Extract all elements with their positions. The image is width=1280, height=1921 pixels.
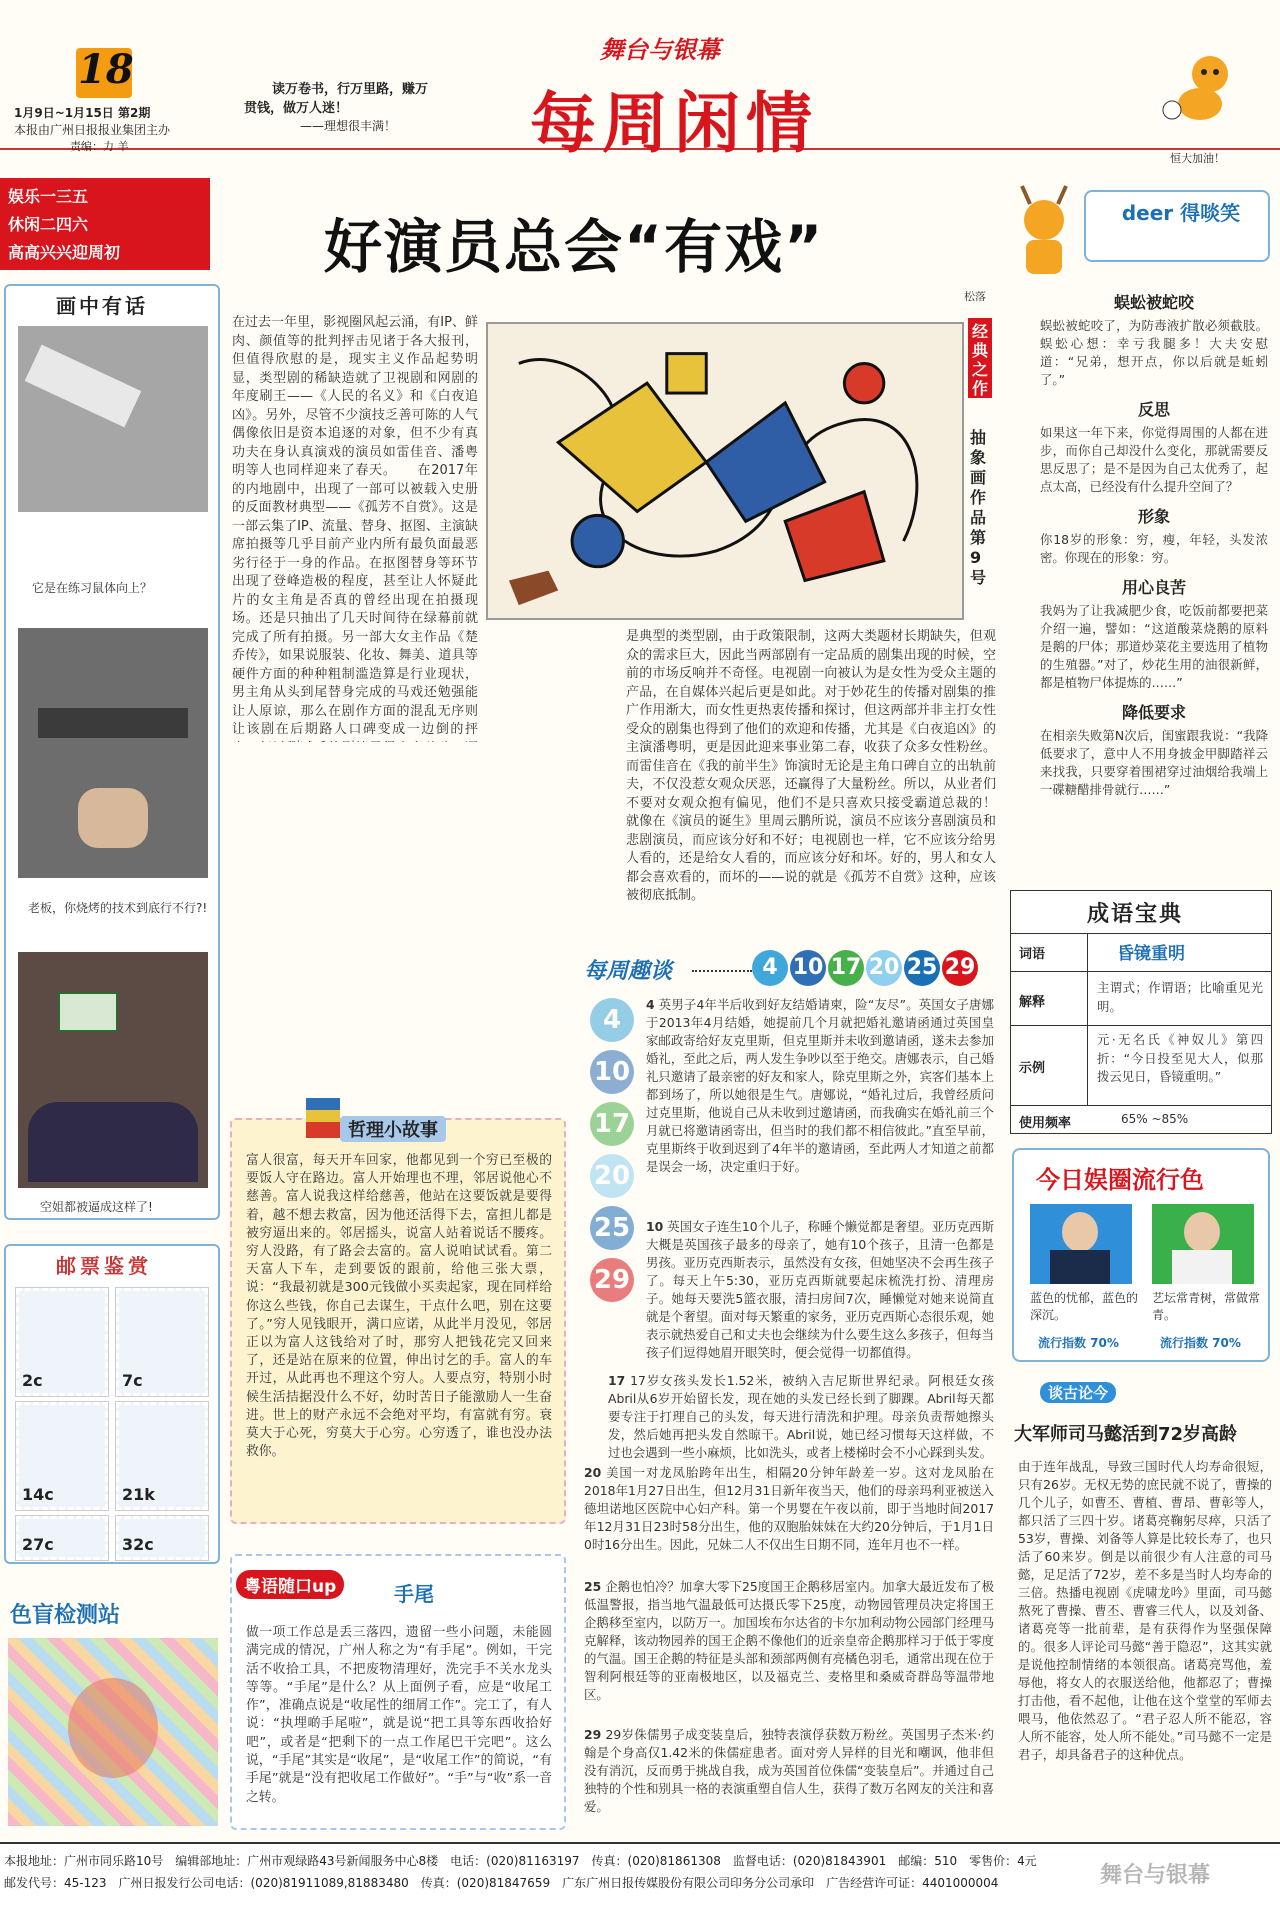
joke-logo: deer 得啖笑	[1121, 201, 1241, 225]
weekly-item-text: 29岁侏儒男子成变装皇后，独特表演俘获数万粉丝。英国男子杰米·约翰是个身高仅1.42米的侏儒症患者。面对旁人异样的目光和嘲讽，他非但没有消沉，反而勇于挑战自我，成为英国首位侏儒“变装皇后”。并通过自己独特的个性和别具一格的表演重塑自信人生，获得了数万名网友的关注和喜爱。	[584, 1727, 994, 1814]
painting-tag-text: 经典之作	[971, 322, 988, 398]
joke-text: 我妈为了让我减肥少食，吃饭前都要把菜介绍一遍，譬如：“这道酸菜烧鹅的原料是鹅的尸体；那道炒菜花主要选用了植物的生殖器。”对了，炒花生用的油很新鲜，都是植物尸体提炼的……”	[1040, 603, 1268, 690]
page-title: 每周闲情	[530, 85, 818, 162]
weekly-item-no: 10	[646, 1219, 664, 1234]
stamp-4	[116, 1402, 208, 1510]
weekly-badge-25: 25	[904, 950, 940, 986]
side-banner-line-2: 休闲二四六	[8, 215, 89, 234]
stamp-value-2: 7c	[122, 1371, 143, 1390]
side-banner	[0, 178, 210, 270]
joke-item	[1040, 700, 1268, 799]
footer-line-2: 邮发代号：45-123 广州日报发行公司电话：(020)81911089,81883480 传真：(020)81847659 广东广州日报传媒股份有限公司印务分公司承印 广告经营许可证：4401000004	[4, 1876, 999, 1890]
weekly-item-text: 企鹅也怕冷？加拿大零下25度国王企鹅移居室内。加拿大最近发布了极低温警报，指当地气温最低可达摄氏零下25度，动物园管理员决定将国王企鹅移至室内，以防万一。加国埃布尔达省的卡尔加利动物公园部门经理马克解释，该动物园养的国王企鹅不像他们的近亲皇帝企鹅那样习于低于零度的气温。国王企鹅的特征是头部和颈部两侧有亮橘色羽毛，通常出现在位于智利阿根廷等的亚南极地区，以及福克兰、麦格里和桑威奇群岛等温带地区。	[584, 1579, 994, 1702]
idiom-box	[1010, 890, 1272, 1134]
main-article-col1-lower	[232, 742, 620, 1086]
weekly-item-no: 25	[584, 1579, 602, 1594]
weekly-item-4	[646, 996, 994, 1216]
cartoon-photo-flight	[18, 952, 208, 1188]
stamp-1	[16, 1288, 108, 1396]
joke-item	[1040, 504, 1268, 567]
weekly-item-text: 英男子4年半后收到好友结婚请柬，险“友尽”。英国女子唐娜于2013年4月结婚，她提前几个月就把婚礼邀请函通过英国皇家邮政寄给好友克里斯，但克里斯并未收到邀请函，遂未去参加婚礼，至此之后，两人发生争吵以至于绝交。唐娜表示，自己婚礼只邀请了最亲密的好友和家人，除克里斯之外，宾客们基本上都到场了，所以她很是生气。唐娜说，“婚礼过后，我曾经质问过克里斯，他说自己从未收到过邀请函，而我确实在婚礼前三个月就已将邀请函寄出，但当时的我们都不相信彼此。”直至早前，克里斯终于收到迟到了4年半的邀请函，至此两人才知道之前都是误会一场，决定重归于好。	[646, 997, 994, 1174]
weekly-badge-29: 29	[942, 950, 978, 986]
trending-left-caption: 蓝色的忧郁，蓝色的深沉。	[1030, 1291, 1139, 1322]
yuyu-word: 手尾	[394, 1582, 434, 1606]
weekly-badge-10: 10	[790, 950, 826, 986]
cartoon-caption-2: 老板，你烧烤的技术到底行不行?!	[28, 901, 208, 915]
weekly-side-badges	[590, 998, 638, 1310]
tiger-mascot-icon	[1150, 44, 1250, 144]
weekly-item-10	[646, 1218, 994, 1372]
stamp-value-3: 14c	[22, 1485, 54, 1504]
trending-photo-green	[1152, 1204, 1254, 1284]
weekly-rule	[692, 970, 752, 972]
joke-text: 你18岁的形象：穷，瘦，年轻，头发浓密。你现在的形象：穷。	[1040, 532, 1268, 565]
slogan-line-1: 读万卷书，行万里路，赚万	[272, 82, 429, 97]
weekly-item-29	[584, 1726, 994, 1830]
weekly-title: 每周趣谈	[584, 958, 673, 984]
weekly-side-20: 20	[590, 1154, 634, 1198]
idiom-example: 元·无名氏《神奴儿》第四折：“今日投至见大人，似那拨云见日，昏镜重明。”	[1097, 1032, 1263, 1084]
trending-box	[1012, 1148, 1270, 1362]
weekly-side-25: 25	[590, 1206, 634, 1250]
stamp-3	[16, 1402, 108, 1510]
stamps-section	[4, 1244, 220, 1564]
stamp-5	[16, 1516, 108, 1560]
stamp-2	[116, 1288, 208, 1396]
history-text: 由于连年战乱，导致三国时代人均寿命很短，只有26岁。无权无势的庶民就不说了，曹操的几个儿子，如曹丕、曹植、曹昂、曹彰等人，都只活了三四十岁。诸葛亮鞠躬尽瘁，只活了53岁，曹操、刘备等人算是比较长寿了，也只活了60来岁。倒是以前很少有人注意的司马懿，足足活了72岁，差不多是当时人均寿命的三倍。热播电视剧《虎啸龙吟》里面，司马懿熬死了曹操、曹丕、曹睿三代人，以及刘备、诸葛亮等一批前辈，是有获得作为坚强保障的。很多人评论司马懿“善于隐忍”，这其实就是说他控制情绪的本领很高。诸葛亮骂他，羞辱他，将女人的衣服送给他，他都忍了；曹操打击他，看不起他，让他在这个堂堂的军师去喂马，他依然忍了。“君子忍人所不能忍，容人所不能容，处人所不能处。”司马懿不一定是君子，却具备君子的这种优点。	[1018, 1459, 1272, 1762]
slogan-line-2: 贯钱，做万人迷！	[244, 101, 349, 116]
editor-line: 责编：力 羊	[70, 140, 129, 153]
main-article-col2: 是典型的类型剧，由于政策限制，这两大类题材长期缺失，但观众的需求巨大，因此当两部剧有一定品质的剧集出现的时候，空前的市场反响并不奇怪。电视剧一向被认为是女性为受众主题的产品，在自媒体兴起后更是如此。对于妙花生的传播对剧集的推广作用渐大，而女性更热衷传播和探讨，但这两部并非主打女性受众的剧集也得到了他们的欢迎和传播，尤其是《白夜追凶》的主演潘粤明，更是因此迎来事业第二春，收获了众多女性粉丝。而雷佳音在《我的前半生》饰演时无论是主角口碑自立的出轨前夫，不仅没惹女观众厌恶，还赢得了大量粉丝。所以，从业者们不要对女观众抱有偏见，他们不是只喜欢只接受霸道总裁的！ 就像在《演员的诞生》里周云鹏所说，演员不应该分喜剧演员和悲剧演员，而应该分好和不好；电视剧也一样，它不应该分给男人看的，还是给女人看的，而应该分好和坏。好的，男人和女人都会喜欢看的，而坏的——说的就是《孤芳不自赏》这种，应该被彻底抵制。	[626, 629, 996, 903]
joke-title: 降低要求	[1121, 703, 1186, 722]
weekly-badge-4: 4	[752, 950, 788, 986]
painting-caption: 抽象画 作品第9号	[970, 428, 987, 587]
joke-item	[1040, 290, 1268, 389]
side-banner-line-1: 娱乐一三五	[8, 187, 89, 206]
trending-right-caption: 艺坛常青树，常做常青。	[1152, 1291, 1261, 1322]
weekly-side-29: 29	[590, 1258, 634, 1302]
weekly-side-4: 4	[590, 998, 634, 1042]
stamp-value-1: 2c	[22, 1371, 43, 1390]
footer	[0, 1842, 1280, 1921]
weekly-item-25	[584, 1578, 994, 1722]
trending-title: 今日娱圈流行色	[1036, 1166, 1204, 1194]
joke-text: 如果这一年下来，你觉得周围的人都在进步，而你自己却没什么变化，那就需要反思反思了；是不是因为自己太优秀了，起点太高，已经没有什么提升空间了？	[1040, 425, 1268, 494]
cartoon-photo-ceiling	[18, 326, 208, 512]
weekly-side-10: 10	[590, 1050, 634, 1094]
cartoon-section	[4, 284, 220, 1220]
deer-mascot-icon	[1004, 180, 1084, 280]
philosophy-text: 富人很富，每天开车回家，他都见到一个穷已至极的要饭人守在路边。富人开始理也不理，邻居说他心不慈善。富人说我这样给慈善，他站在这要饭就是要得着，越不想去救富，因为他还活得下去，富担儿都是被穷逼出来的。邻居摇头，说富人站着说话不腰疼。穷人没路，有了路会去富的。富人说咱试试看。第二天富人下车，走到要饭的跟前，给他三张大票，说：“我最初就是300元钱做小买卖起家，现在同样给你这么些钱，你自己去谋生，干点什么吧，别在这要了。”穷人见钱眼开，满口应诺，从此半月没见，邻居正以为富人这钱给对了时，那穷人把钱花完又回来了，还是站在原来的位置，伸出讨乞的手。富人的车开过，从此再也不理这个穷人。人要点穷，特别小时候生活拮据没什么不好，幼时苦日子能激励人一生奋进。世上的财产永远不会绝对平均，有富就有穷。衰莫大于心死，穷莫大于心穷。心穷透了，谁也没办法救你。	[246, 1153, 552, 1460]
idiom-rule	[1011, 1105, 1271, 1106]
joke-title: 反思	[1137, 400, 1170, 419]
cartoon-photo-bbq	[18, 628, 208, 878]
weekly-item-17	[608, 1372, 994, 1464]
history-title: 大军师司马懿活到72岁高龄	[1014, 1424, 1238, 1445]
idiom-rule	[1011, 971, 1271, 972]
newspaper-logo: 舞台与银幕	[600, 35, 720, 64]
joke-text: 在相亲失败第N次后，闺蜜跟我说：“我降低要求了，意中人不用身披金甲脚踏祥云来找我，只要穿着围裙穿过油烟给我端上一碟糖醋排骨就行……”	[1040, 728, 1268, 797]
masthead	[0, 0, 1280, 165]
joke-title: 用心良苦	[1121, 578, 1186, 597]
stamp-6	[116, 1516, 208, 1560]
page-number: 18	[78, 46, 134, 93]
idiom-rule	[1011, 933, 1271, 934]
joke-item	[1040, 575, 1268, 692]
byline: 松落	[964, 290, 986, 303]
joke-title: 蜈蚣被蛇咬	[1113, 293, 1194, 312]
weekly-badge-17: 17	[828, 950, 864, 986]
idiom-label: 解释	[1019, 995, 1046, 1010]
idiom-col-rule	[1087, 933, 1088, 1105]
color-test-mosaic	[8, 1638, 218, 1826]
philosophy-title: 哲理小故事	[340, 1116, 446, 1142]
book-icon	[306, 1098, 340, 1138]
headline: 好演员总会“有戏”	[324, 213, 825, 281]
idiom-explain: 主谓式；作谓语；比喻重见光明。	[1097, 980, 1263, 1014]
abstract-painting	[486, 322, 964, 620]
publisher-line: 本报由广州日报报业集团主办	[14, 123, 171, 137]
idiom-label: 词语	[1019, 947, 1046, 962]
stamps-section-title: 邮票鉴赏	[56, 1254, 152, 1278]
weekly-date-badges	[752, 950, 980, 986]
joke-title: 形象	[1137, 507, 1170, 526]
weekly-item-20	[584, 1464, 994, 1574]
weekly-side-17: 17	[590, 1102, 634, 1146]
weekly-item-text: 美国一对龙凤胎跨年出生，相隔20分钟年龄差一岁。这对龙凤胎在2018年1月27日出生，但12月31日新年夜当天，他们的母亲玛利亚被送入德坦诺地区医院中心妇产科。第一个男婴在午夜以前，即于当地时间2017年12月31日23时58分出生，他的双胞胎妹妹在大约20分钟后，于1月1日0时16分出生。因此，兄妹二人不仅出生日期不同，连年月也不一样。	[584, 1465, 994, 1552]
stamp-value-6: 32c	[122, 1535, 154, 1554]
idiom-label: 使用频率	[1019, 1116, 1072, 1131]
idiom-frequency: 65% ~85%	[1121, 1112, 1189, 1126]
weekly-item-no: 17	[608, 1373, 626, 1388]
trending-right-index: 流行指数 70%	[1160, 1336, 1241, 1350]
joke-list	[1040, 290, 1268, 799]
stamp-value-5: 27c	[22, 1535, 54, 1554]
weekly-item-text: 17岁女孩头发长1.52米，被纳入吉尼斯世界纪录。阿根廷女孩Abril从6岁开始留长发，现在她的头发已经长到了脚踝。Abril每天都要专注于打理自己的头发，每天进行清洗和护理。母亲负责帮她擦头发，然后她再把头发自然晾干。Abril说，她已经习惯每天这样做，不过也会遇到一些小麻烦，比如洗头，或者上楼梯时会不小心踩到头发。	[608, 1373, 994, 1460]
weekly-badge-20: 20	[866, 950, 902, 986]
color-test-title: 色盲检测站	[10, 1603, 121, 1628]
weekly-item-no: 20	[584, 1465, 602, 1480]
watermark: 舞台与银幕	[1100, 1863, 1211, 1888]
cartoon-caption-1: 它是在练习鼠体向上？	[32, 581, 153, 595]
yuyu-text: 做一项工作总是丢三落四，遗留一些小问题，未能圆满完成的情况，广州人称之为“有手尾”。例如，干完活不收拾工具，不把废物清理好，洗完手不关水龙头等等。“手尾”是什么？从上面例子看，应是“收尾工作”，准确点说是“收尾性的细屑工作”。完工了，有人说：“执埋啲手尾啦”，就是说“把工具等东西收拾好吧”，或者是“把剩下的一点工作尾巴干完吧”。这么说，“手尾”其实是“收尾”，是“收尾工作”的简说，“有手尾”就是“没有把收尾工作做好”。“手”与“收”系一音之转。	[246, 1625, 552, 1805]
color-test-section	[0, 1590, 222, 1830]
idiom-rule	[1011, 1025, 1271, 1026]
idiom-word: 昏镜重明	[1117, 944, 1185, 964]
footer-line-1: 本报地址：广州市同乐路10号 编辑部地址：广州市观绿路43号新闻服务中心8楼 电话：(020)81163197 传真：(020)81861308 监督电话：(020)81843901 邮编：510 零售价：4元	[4, 1854, 1037, 1868]
idiom-label: 示例	[1019, 1061, 1046, 1076]
mascot-caption: 恒大加油！	[1170, 152, 1225, 165]
side-banner-line-3: 高高兴兴迎周初	[8, 243, 121, 262]
yuyu-label: 粤语随口up	[236, 1570, 344, 1599]
trending-photo-blue	[1030, 1204, 1132, 1284]
joke-text: 蜈蚣被蛇咬了，为防毒液扩散必须截肢。蜈蚣心想：幸亏我腿多！大夫安慰道：“兄弟，想开点，你以后就是蚯蚓了。”	[1040, 318, 1268, 387]
trending-left-index: 流行指数 70%	[1038, 1336, 1119, 1350]
weekly-header	[582, 948, 1002, 994]
weekly-item-no: 4	[646, 997, 655, 1012]
joke-item	[1040, 397, 1268, 496]
history-tag: 谈古论今	[1040, 1382, 1116, 1403]
weekly-item-no: 29	[584, 1727, 602, 1742]
idiom-title: 成语宝典	[1087, 902, 1184, 927]
cartoon-caption-3: 空姐都被逼成这样了!	[40, 1200, 153, 1214]
main-article-col1: 在过去一年里，影视圈风起云涌，有IP、鲜肉、颜值等的批判抨击见诸于各大报刊，但值得欣慰的是，现实主义作品起势明显，类型剧的稀缺造就了卫视剧和网剧的年度刷王——《人民的名义》和《白夜追凶》。另外，尽管不少演技乏善可陈的人气偶像依旧是资本追逐的对象，但不少有真功夫在身认真演戏的演员如雷佳音、潘粤明等人也同样迎来了春天。 在2017年的内地剧中，出现了一部可以被载入史册的反面教材典型——《孤芳不自赏》。这是一部云集了IP、流量、替身、抠图、主演缺席拍摄等几乎目前产业内所有最负面最恶劣行径于一身的作品。在抠图替身等环节出现了登峰造极的程度，甚至让人怀疑此片的女主角是否真的曾经出现在拍摄现场。还是只抽出了几天时间待在绿幕前就完成了所有拍摄。另一部大女主作品《楚乔传》，如果说服装、化妆、舞美、道具等硬件方面的种种粗制滥造算是行业现状，男主角从头到尾替身完成的马戏还勉强能让人原谅，那么在剧作方面的混乱无序则让该剧在后期路人口碑变成一边倒的抨	[232, 315, 478, 737]
cartoon-section-title: 画中有话	[56, 294, 148, 318]
weekly-item-text: 英国女子连生10个儿子，称睡个懒觉都是奢望。亚历克西斯大概是英国孩子最多的母亲了，她有10个孩子，且清一色都是男孩。亚历克西斯表示，虽然没有女孩，但她坚决不会再生孩子了。每天上午5:30，亚历克西斯就要起床梳洗打扮、清理房子。她每天要洗5篮衣服，清扫房间7次，睡懒觉对她来说简直就是个奢望。面对每天繁重的家务，亚历克西斯心态很乐观，她表示就热爱自己和丈夫也会继续为什么要生这么多孩子，但每当孩子们逗得她眉开眼笑时，便会觉得一切都值得。	[646, 1219, 994, 1360]
issue-dates: 1月9日~1月15日 第2期	[14, 106, 151, 120]
stamp-value-4: 21k	[122, 1485, 155, 1504]
slogan-credit: ——理想很丰满！	[300, 119, 397, 133]
